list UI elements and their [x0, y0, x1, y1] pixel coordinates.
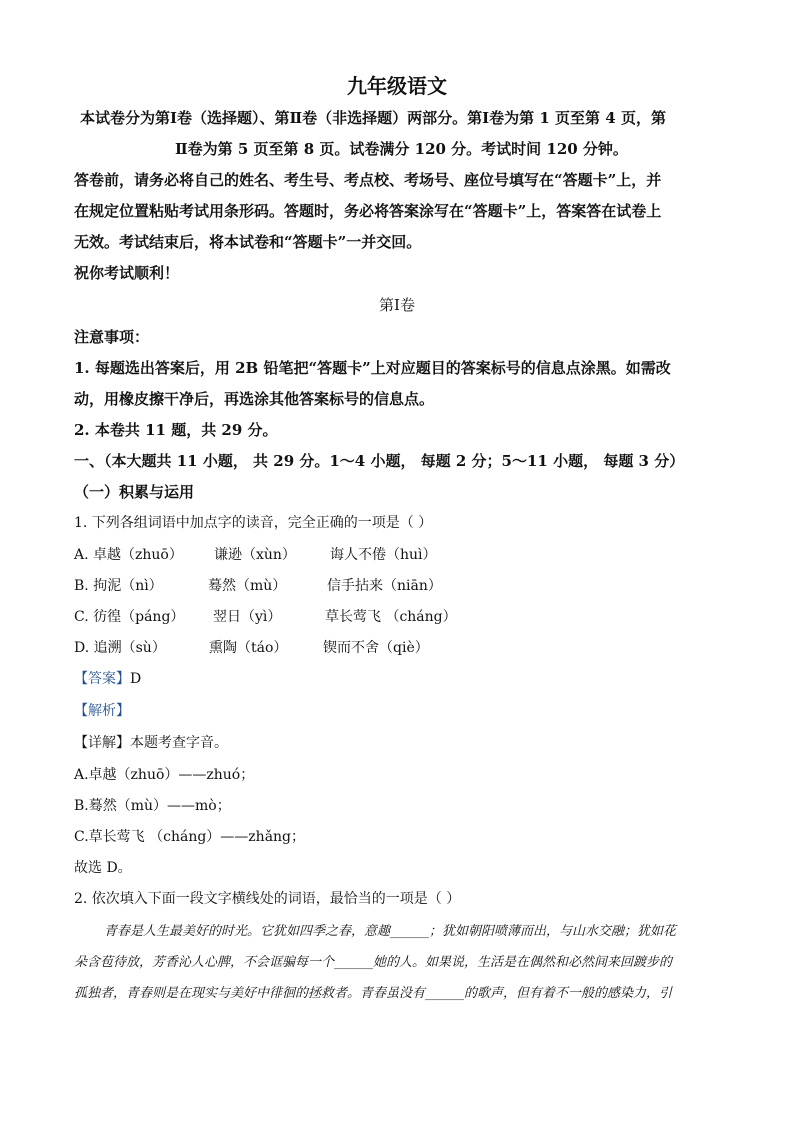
detail-line	[74, 736, 228, 750]
answer-value: D	[130, 671, 142, 687]
detail-conclusion: 故选 D。	[74, 860, 132, 876]
option-b-word-3: 信手拈来（niān）	[327, 578, 442, 594]
passage-line-3: 孤独者，青春则是在现实与美好中徘徊的拯救者。青春虽没有______的歌声，但有着不一般的感染力，引	[74, 986, 673, 1001]
passage-line-2: 朵含苞待放，芳香沁人心脾，不会诓骗每一个______她的人。如果说，生活是在偶然和必然间来回踱步的	[74, 955, 673, 970]
notes-heading: 注意事项：	[74, 328, 150, 346]
subpart-heading: （一）积累与运用	[74, 483, 195, 501]
answer-tag: 【答案】	[74, 671, 130, 687]
passage-line-1: 青春是人生最美好的时光。它犹如四季之春，意趣______；犹如朝阳喷薄而出，与山水交融；犹如花	[104, 924, 677, 939]
intro-line-3: 答卷前，请务必将自己的姓名、考生号、考点校、考场号、座位号填写在“答题卡”上，并	[74, 171, 662, 189]
option-d-word-2: 熏陶（táo）	[209, 640, 288, 656]
section-title: 第Ⅰ卷	[379, 296, 415, 314]
intro-line-4: 在规定位置粘贴考试用条形码。答题时，务必将答案涂写在“答题卡”上，答案答在试卷上	[74, 202, 662, 220]
option-b-word-1: B. 拘泥（nì）	[74, 578, 163, 594]
intro-line-1: 本试卷分为第Ⅰ卷（选择题）、第Ⅱ卷（非选择题）两部分。第Ⅰ卷为第 1 页至第 4 页，第	[80, 109, 666, 127]
option-c-word-2: 翌日（yì）	[213, 609, 282, 625]
page-title: 九年级语文	[347, 74, 447, 98]
intro-line-6: 祝你考试顺利！	[74, 264, 180, 282]
detail-item-b: B.蓦然（mù）——mò；	[74, 798, 231, 814]
option-a-word-3: 诲人不倦（huì）	[330, 547, 437, 563]
detail-item-c: C.草长莺飞 （cháng）——zhǎng；	[74, 829, 306, 845]
detail-item-a: A.卓越（zhuō）——zhuó；	[74, 767, 255, 783]
detail-text: 本题考查字音。	[130, 735, 228, 751]
option-c-word-1: C. 彷徨（páng）	[74, 609, 185, 625]
option-d-word-1: D. 追溯（sù）	[74, 640, 166, 656]
analysis-tag: 【解析】	[74, 703, 130, 719]
option-c-word-3: 草长莺飞 （cháng）	[325, 609, 457, 625]
intro-line-2: Ⅱ卷为第 5 页至第 8 页。试卷满分 120 分。考试时间 120 分钟。	[175, 140, 628, 158]
option-a-word-1: A. 卓越（zhuō）	[74, 547, 183, 563]
answer-line	[74, 672, 141, 686]
question-1-stem: 1. 下列各组词语中加点字的读音，完全正确的一项是（ ）	[74, 515, 433, 531]
intro-line-5: 无效。考试结束后，将本试卷和“答题卡”一并交回。	[74, 233, 422, 251]
option-b-word-2: 蓦然（mù）	[208, 578, 287, 594]
notes-line-2: 动，用橡皮擦干净后，再选涂其他答案标号的信息点。	[74, 390, 435, 408]
notes-line-1: 1. 每题选出答案后，用 2B 铅笔把“答题卡”上对应题目的答案标号的信息点涂黑。如需改	[74, 359, 671, 377]
detail-tag: 【详解】	[74, 735, 130, 751]
part-one-heading: 一、（本大题共 11 小题， 共 29 分。1～4 小题， 每题 2 分；5～11 小题， 每题 3 分）	[74, 452, 685, 470]
option-d-word-3: 锲而不舍（qiè）	[323, 640, 429, 656]
option-a-word-2: 谦逊（xùn）	[214, 547, 296, 563]
notes-line-3: 2. 本卷共 11 题，共 29 分。	[74, 421, 278, 439]
question-2-stem: 2. 依次填入下面一段文字横线处的词语，最恰当的一项是（ ）	[74, 891, 461, 907]
